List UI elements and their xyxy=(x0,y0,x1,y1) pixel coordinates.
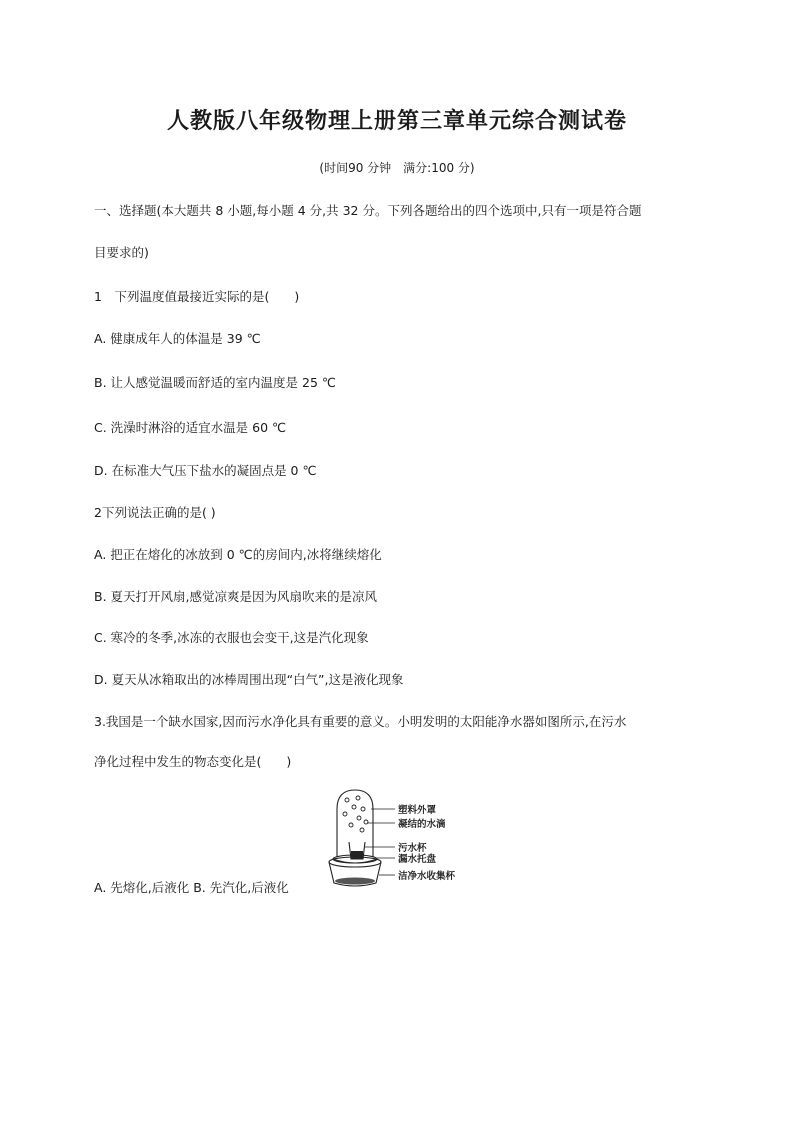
label-leaking-tray: 漏水托盘 xyxy=(398,854,437,865)
question-3-options-ab: A. 先熔化,后液化 B. 先汽化,后液化 xyxy=(94,880,289,895)
question-1-option-b: B. 让人感觉温暖而舒适的室内温度是 25 ℃ xyxy=(94,375,336,390)
label-plastic-cover: 塑料外罩 xyxy=(398,805,437,816)
question-2-stem: 2下列说法正确的是( ) xyxy=(94,505,216,520)
solar-water-purifier-figure xyxy=(325,787,475,892)
page-title: 人教版八年级物理上册第三章单元综合测试卷 xyxy=(166,108,627,134)
question-1-option-c: C. 洗澡时淋浴的适宜水温是 60 ℃ xyxy=(94,420,287,435)
label-condensed-droplets: 凝结的水滴 xyxy=(398,819,446,830)
droplets-shape xyxy=(343,796,368,832)
question-2-option-a: A. 把正在熔化的冰放到 0 ℃的房间内,冰将继续熔化 xyxy=(94,547,382,562)
question-2-option-c: C. 寒冷的冬季,冰冻的衣服也会变干,这是汽化现象 xyxy=(94,630,369,645)
question-3-stem-line-1: 3.我国是一个缺水国家,因而污水净化具有重要的意义。小明发明的太阳能净水器如图所示,在污水 xyxy=(94,714,627,729)
label-clean-water-collector: 洁净水收集杯 xyxy=(398,871,456,882)
question-1-option-d: D. 在标准大气压下盐水的凝固点是 0 ℃ xyxy=(94,463,317,478)
section-heading-line-1: 一、选择题(本大题共 8 小题,每小题 4 分,共 32 分。下列各题给出的四个选项中,只有一项是符合题 xyxy=(94,203,642,218)
question-1-option-a: A. 健康成年人的体温是 39 ℃ xyxy=(94,331,261,346)
label-dirty-water-cup: 污水杯 xyxy=(398,843,427,854)
exam-info: (时间90 分钟 满分:100 分) xyxy=(319,161,475,175)
question-2-option-d: D. 夏天从冰箱取出的冰棒周围出现“白气”,这是液化现象 xyxy=(94,672,404,687)
question-2-option-b: B. 夏天打开风扇,感觉凉爽是因为风扇吹来的是凉风 xyxy=(94,589,377,604)
question-3-stem-line-2: 净化过程中发生的物态变化是( ) xyxy=(94,754,292,769)
section-heading-line-2: 目要求的) xyxy=(94,245,149,260)
question-1-stem: 1 下列温度值最接近实际的是( ) xyxy=(94,289,300,304)
